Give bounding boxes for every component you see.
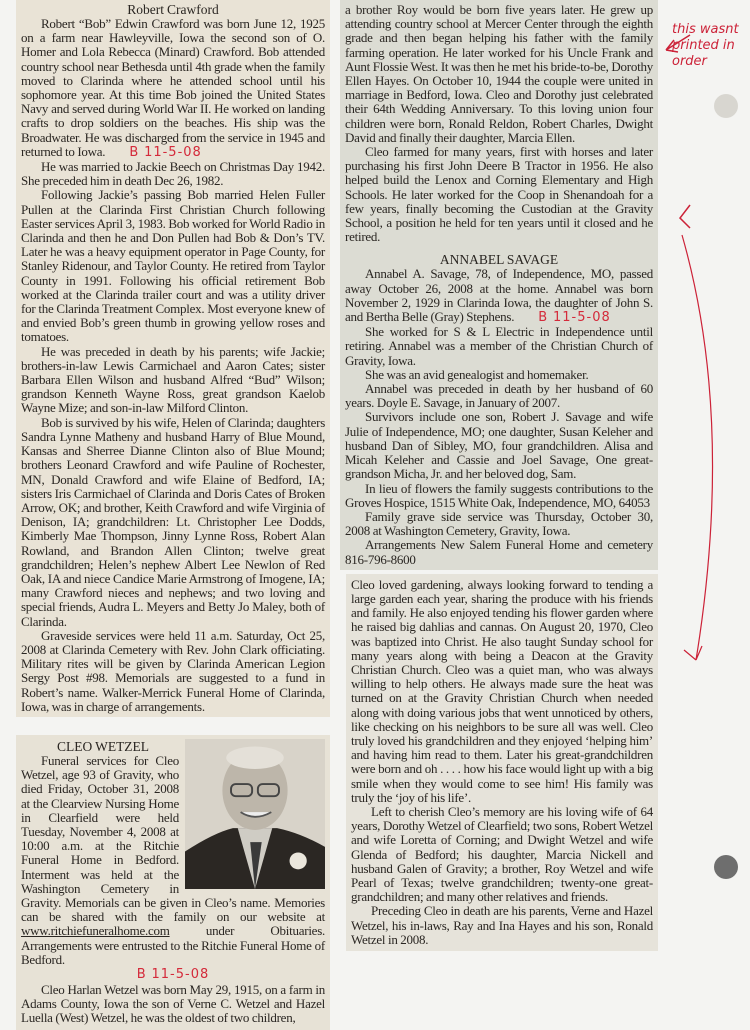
savage-paragraph-text: Annabel A. Savage, 78, of Independence, MO, passed away October 26, 2008 at the home. Annabel was born November 2, 1929 in Clarinda Iowa, the daughter of John S. and Bertha Belle (Gray) Stephens. xyxy=(345,266,653,325)
wetzel-title: CLEO WETZEL xyxy=(57,738,150,754)
savage-paragraph: Annabel was preceded in death by her husband of 60 years. Doyle E. Savage, in January of 2007. xyxy=(345,381,653,411)
handwritten-date-savage: B 11-5-08 xyxy=(538,310,611,326)
wetzel-final-paragraph: Left to cherish Cleo’s memory are his loving wife of 64 years, Dorothy Wetzel of Clearfield; two sons, Robert Wetzel and wife Loretta of Corning; and Dwight Wetzel and wife Glenda of Bedford; his daughter, Marcia Nickell and husband Galen of Gravity; a brother, Roy Wetzel and wife Pearl of Texas; twelve grandchildren; twenty-one great-grandchildren; and many other relatives and friends. xyxy=(351,803,653,905)
punch-hole-top xyxy=(714,94,738,118)
handwritten-order-note: this wasnt printed in order xyxy=(672,22,739,69)
handwritten-date-wetzel: B 11-5-08 xyxy=(136,967,210,982)
wetzel-continued-paragraph: Cleo farmed for many years, first with horses and later purchasing his first John Deere B Tractor in 1956. He also helped build the Lenox and Corning Elementary and High Schools. He later worked for the Coop in Shenandoah for a few years, finally becoming the Custodian at the Gravity School, a position he held for ten years until it closed and he retired. xyxy=(345,144,653,245)
wetzel-final-paragraph: Cleo loved gardening, always looking forward to tending a large garden each year, sharing the produce with his friends and family. He also enjoyed tending his flower garden where he raised big dahlias and cannas. On August 20, 1970, Cleo was baptized into Christ. He also taught Sunday school for many years along with being a Deacon at the Gravity Christian Church. Cleo was a quiet man, who was always willing to help others. He always made sure the heat was turned on at the Gravity Christian Church when needed along with doing various jobs that went unnoticed by others, like checking on his neighbors to be sure all was well. Cleo truly loved his grandchildren and they enjoyed ‘helping him’ and having him read to them. Later his great-grandchildren were born and oh . . . . how his face would light up with a big smile when they would come to see him! His family was truly the ‘joy of his life’. xyxy=(351,576,653,805)
savage-title: ANNABEL SAVAGE xyxy=(439,252,559,268)
handwritten-date-crawford: B 11-5-08 xyxy=(129,144,202,160)
wetzel-intro-text: Funeral services for Cleo Wetzel, age 93 of Gravity, who died Friday, October 31, 2008 at the Clearview Nursing Home in Clearfield were held Tuesday, November 4, 2008 at 10:00 a.m. at the Ritchie Funeral Home in Bedford. Interment was held at the Washington Cemetery in Gravity. Memorials can be given in Cleo’s name. Memories can be shared with the family on our website at xyxy=(21,752,325,925)
savage-paragraph: She was an avid genealogist and homemaker. xyxy=(365,366,589,382)
wetzel-birth-paragraph: Cleo Harlan Wetzel was born May 29, 1915, on a farm in Adams County, Iowa the son of Verne C. Wetzel and Hazel Luella (West) Wetzel, he was the oldest of two children, xyxy=(21,982,325,1026)
savage-paragraph: Arrangements New Salem Funeral Home and cemetery 816-796-8600 xyxy=(345,537,653,567)
crawford-paragraph: Graveside services were held 11 a.m. Saturday, Oct 25, 2008 at Clarinda Cemetery with Rev. John Clark officiating. Military rites will be given by Clarinda American Legion Sergy Post #98. Memorials are suggested to a fund in Robert’s name. Walker-Merrick Funeral Home of Clarinda, Iowa, was in charge of arrangements. xyxy=(21,627,325,714)
savage-paragraph xyxy=(345,267,653,325)
cleo-wetzel-portrait-photo xyxy=(185,739,325,889)
crawford-paragraph-text: Robert “Bob” Edwin Crawford was born June 12, 1925 on a farm near Hawleyville, Iowa the second son of O. Homer and Lola Rebecca (Minard) Crawford. Bob attended country school near Bethesda until 4th grade when the family moved to Clarinda where he attended school until his sophomore year. At this time Bob joined the United States Navy and served during World War II. He worked on landing crafts to drop soldiers on the beaches. His ship was the Broadwater. He was discharged from the service in 1945 and returned to Iowa. xyxy=(21,16,325,159)
wetzel-final-paragraph: Preceding Cleo in death are his parents, Verne and Hazel Wetzel, his in-laws, Ray and Ina Hayes and his son, Ronald Wetzel in 2008. xyxy=(351,903,653,947)
crawford-paragraph: Following Jackie’s passing Bob married Helen Fuller Pullen at the Clarinda First Christian Church following Easter services April 3, 1983. Bob worked for World Radio in Clarinda and then he and Don Pullen had Bob & Don’s TV. Later he was a heavy equipment operator in Page County, for Stanley Ridenour, and Taylor County. He retired from Taylor County in 1991. Following his official retirement Bob worked at the Clarinda trailer court and was a utility driver for the Clarinda Treatment Complex. Most everyone knew of and envied Bob’s green thumb in growing yellow roses and tomatoes. xyxy=(21,187,325,345)
crawford-paragraph: He was preceded in death by his parents; wife Jackie; brothers-in-law Lewis Carmichael and Aaron Cates; sister Barbara Ellen Wilson and husband Alfred “Bud” Wilson; grandson Kenneth Wayne Ross, great grandson Kaelob Wayne Mize; and son-in-law Milford Clinton. xyxy=(21,343,325,416)
wetzel-continued-paragraph: a brother Roy would be born five years later. He grew up attending country school at Mercer Center through the eighth grade and then began helping his father with the family farming operation. He later worked for his Uncle Frank and Aunt Flossie West. It was then he met his bride-to-be, Dorothy Ellen Hayes. On October 10, 1944 the couple were united in marriage in Bedford, Iowa. Cleo and Dorothy just celebrated their 64th Wedding Anniversary. To this loving union four children were born, Ronald Reldon, Robert Charles, Dwight David and finally their daughter, Marcia Ellen. xyxy=(345,2,653,145)
left-column xyxy=(16,0,330,1030)
handwritten-arrows-icon xyxy=(660,20,750,680)
punch-hole-bottom xyxy=(714,855,738,879)
funeral-home-website-link[interactable]: www.ritchiefuneralhome.com xyxy=(21,923,170,939)
crawford-paragraph: He was married to Jackie Beech on Christmas Day 1942. She preceded him in death Dec 26, 1982. xyxy=(21,159,325,189)
right-column xyxy=(340,0,658,951)
savage-paragraph: In lieu of flowers the family suggests contributions to the Groves Hospice, 1515 White Oak, Independence, MO, 64053 xyxy=(345,480,653,510)
savage-paragraph: Survivors include one son, Robert J. Savage and wife Julie of Independence, MO; one daughter, Susan Keleher and husband Dan of Sibley, MO, four grandchildren. Alisa and Micah Keleher and Cassie and Joel Savage, One great-grandson Micha, Jr. and her beloved dog, Sam. xyxy=(345,409,653,482)
crawford-paragraph: Bob is survived by his wife, Helen of Clarinda; daughters Sandra Lynne Matheny and husband Harry of Blue Mound, Kansas and Sherree Dianne Clinton also of Blue Mound; brothers Leonard Crawford and wife Pauline of Rochester, MN, Donald Crawford and wife Elaine of Bedford, IA; sisters Iris Carmichael of Clarinda and Doris Cates of Broken Arrow, OK; and brother, Keith Crawford and wife Virginia of Denison, IA; grandchildren: Lt. Christopher Lee Dodds, Kimberly Mae Thompson, Jinny Lynne Ross, Robert Alan Rowland, and Brandon Allen Clinton; twelve great grandchildren; Helen’s nephew Albert Lee Newlon of Red Oak, IA and niece Candice Marie Armstrong of Imogene, IA; many Crawford nieces and nephews; and two loving and special friends, Audra L. Meyers and Betty Jo Maley, both of Clarinda. xyxy=(21,414,325,629)
wetzel-final-clipping xyxy=(346,574,658,951)
wetzel-obituary-clipping xyxy=(16,735,330,1030)
portrait-image-icon xyxy=(185,739,325,889)
crawford-obituary-clipping xyxy=(16,0,330,717)
wetzel-intro-end: under Obituaries. Arrangements were entrusted to the Ritchie Funeral Home of Bedford. xyxy=(21,923,326,967)
savage-paragraph: Family grave side service was Thursday, October 30, 2008 at Washington Cemetery, Gravity, Iowa. xyxy=(345,508,653,539)
crawford-paragraph xyxy=(21,17,325,160)
crawford-title: Robert Crawford xyxy=(127,2,219,17)
wetzel-continued-and-savage-clipping xyxy=(340,0,658,570)
savage-paragraph: She worked for S & L Electric in Independence until retiring. Annabel was a member of the Christian Church of Gravity, Iowa. xyxy=(345,324,653,368)
